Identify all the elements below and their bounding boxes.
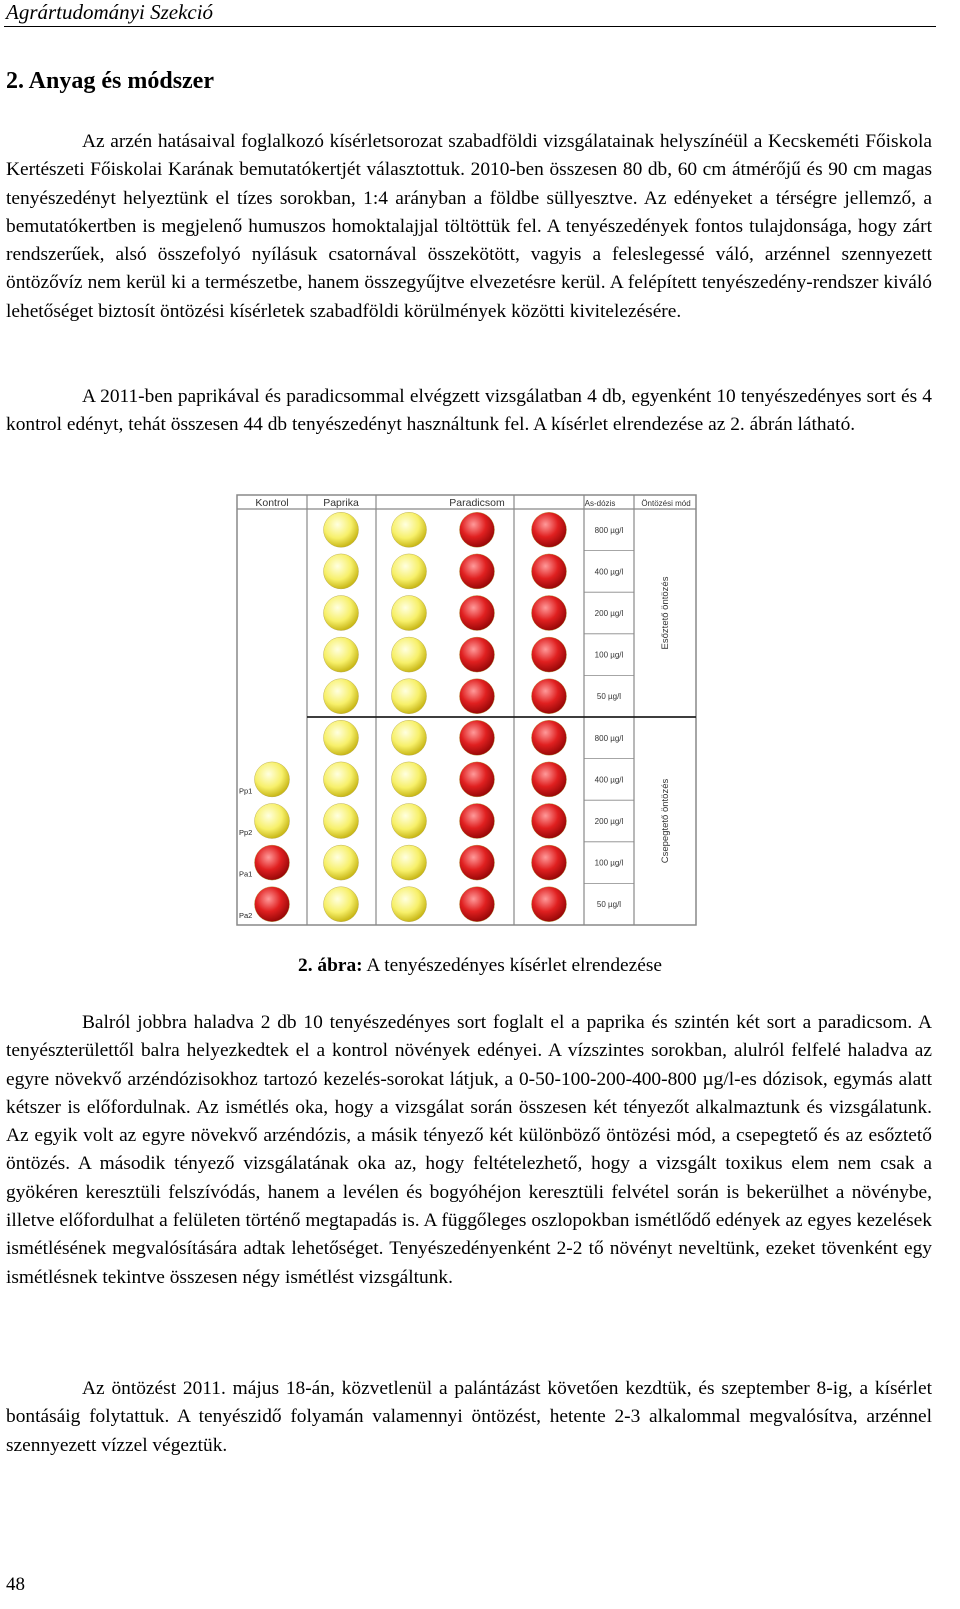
pepper-pot [324, 887, 359, 922]
tomato-pot [532, 512, 567, 547]
paragraph-4: Az öntözést 2011. május 18-án, közvetlenül a palántázást követően kezdtük, és szeptember 8-ig, a kísérlet bontásáig folytattuk. A tenyészidő folyamán valamennyi öntözést, hetente 2-3 alkalommal megvalósítva, arzénnel szennyezett vízzel végeztük. [6, 1378, 932, 1456]
pepper-pot [392, 637, 427, 672]
pepper-pot [324, 637, 359, 672]
tomato-pot [532, 762, 567, 797]
pepper-pot [324, 554, 359, 589]
control-pot [255, 845, 290, 880]
pepper-pot [324, 679, 359, 714]
pepper-pot [324, 512, 359, 547]
dose-label: 400 µg/l [594, 775, 624, 785]
header-irrigation: Öntözési mód [641, 499, 691, 508]
control-label: Pa2 [239, 911, 253, 921]
paragraph-1: Az arzén hatásaival foglalkozó kísérletsorozat szabadföldi vizsgálatainak helyszínéül a Kecskeméti Főiskola Kertészeti Főiskolai Karának bemutatókertjét választottuk. 2010-ben összesen 80 db, 60 cm átmérőjű és 90 cm magas tenyészedényt helyeztünk el tízes sorokban, 1:4 arányban a földbe süllyesztve. Az edényeket a térségre jellemző, a bemutatókertben is megjelenő humuszos homoktalajjal töltöttük fel. A tenyészedények fontos tulajdonsága, hogy zárt rendszerűek, alsó összefolyó nyílásuk csatornával összekötött, vagyis a feleslegessé váló, arzénnel szennyezett öntözővíz nem kerül ki a természetbe, hanem összegyűjtve elvezetésre kerül. A felépített tenyészedény-rendszer kiváló lehetőséget biztosít öntözési kísérletek szabadföldi körülmények közötti kivitelezésére. [6, 131, 932, 322]
tomato-pot [532, 637, 567, 672]
dose-label: 50 µg/l [596, 900, 622, 910]
pepper-pot [392, 679, 427, 714]
experiment-layout-figure [234, 492, 699, 928]
tomato-pot [460, 512, 495, 547]
irrigation-label-upper: Esőztető öntözés [660, 576, 671, 650]
tomato-pot [460, 804, 495, 839]
dose-label: 800 µg/l [594, 733, 624, 743]
pepper-pot [324, 762, 359, 797]
caption-text: A tenyészedényes kísérlet elrendezése [362, 955, 662, 976]
pepper-pot [324, 720, 359, 755]
pepper-pot [392, 762, 427, 797]
tomato-pot [460, 637, 495, 672]
dose-label: 100 µg/l [594, 650, 624, 660]
header-dose: As-dózis [584, 499, 616, 508]
pepper-pot [392, 887, 427, 922]
dose-label: 800 µg/l [594, 525, 624, 535]
pepper-pot [392, 554, 427, 589]
tomato-pot [532, 804, 567, 839]
tomato-pot [460, 596, 495, 631]
dose-label: 100 µg/l [594, 858, 624, 868]
dose-label: 200 µg/l [594, 817, 624, 826]
dose-label: 200 µg/l [594, 609, 624, 618]
pepper-pot [392, 720, 427, 755]
control-label: Pp1 [239, 786, 253, 796]
tomato-pot [460, 762, 495, 797]
pepper-pot [392, 804, 427, 839]
pepper-pot [324, 845, 359, 880]
pepper-pot [324, 804, 359, 839]
tomato-pot [532, 887, 567, 922]
irrigation-label-lower: Csepegtető öntözés [660, 778, 671, 864]
control-label: Pp2 [239, 828, 253, 837]
running-header: Agrártudományi Szekció [6, 0, 214, 24]
pepper-pot [392, 512, 427, 547]
tomato-pot [532, 720, 567, 755]
pepper-pot [392, 596, 427, 631]
figure-caption [0, 955, 960, 977]
control-pot [255, 887, 290, 922]
tomato-pot [460, 887, 495, 922]
pepper-pot [324, 596, 359, 631]
tomato-pot [532, 596, 567, 631]
control-pot [255, 804, 290, 839]
header-tomato: Paradicsom [449, 497, 505, 509]
pepper-pot [392, 845, 427, 880]
header-control: Kontrol [255, 497, 289, 509]
paragraph-3: Balról jobbra haladva 2 db 10 tenyészedényes sort foglalt el a paprika és szintén két sort a paradicsom. A tenyészterülettől balra helyezkedtek el a kontrol növények edényei. A vízszintes sorokban, alulról felfelé haladva az egyre növekvő arzéndózisokhoz tartozó kezelés-sorokat látjuk, a 0-50-100-200-400-800 µg/l-es dózisok, egymás alatt kétszer is előfordulnak. Az ismétlés oka, hogy a vizsgálat során összesen két tényezőt alkalmaztunk és vizsgálatunk. Az egyik volt az egyre növekvő arzéndózis, a másik tényező két különböző öntözési mód, a csepegtető és az esőztető öntözés. A második tényező vizsgálatának oka az, hogy feltételezhető, hogy a vizsgált toxikus elem nem csak a gyökéren keresztüli felszívódás, hanem a levélen és bogyóhéjon keresztüli felvétel során is bekerülhet a növénybe, illetve előfordulhat a felületen történő megtapadás is. A függőleges oszlopokban ismétlődő edények az egyes kezelések ismétlésének megvalósítására adtak lehetőséget. Tenyészedényenként 2-2 tő növényt neveltünk, ezeket tövenként egy ismétlésnek tekintve összesen négy ismétlést vizsgáltunk. [6, 1012, 932, 1288]
control-label: Pa1 [239, 869, 253, 879]
caption-label: 2. ábra: [298, 955, 363, 976]
tomato-pot [460, 845, 495, 880]
page-number: 48 [6, 1574, 25, 1595]
header-pepper: Paprika [323, 497, 359, 509]
tomato-pot [460, 720, 495, 755]
experiment-layout-diagram [234, 492, 699, 928]
dose-label: 400 µg/l [594, 567, 624, 577]
control-pot [255, 762, 290, 797]
tomato-pot [532, 679, 567, 714]
tomato-pot [532, 845, 567, 880]
paragraph-2: A 2011-ben paprikával és paradicsommal elvégzett vizsgálatban 4 db, egyenként 10 tenyészedényes sort és 4 kontrol edényt, tehát összesen 44 db tenyészedényt használtunk fel. A kísérlet elrendezése az 2. ábrán látható. [6, 386, 932, 436]
tomato-pot [460, 679, 495, 714]
tomato-pot [532, 554, 567, 589]
section-title: 2. Anyag és módszer [6, 68, 214, 94]
header-rule [4, 26, 936, 27]
tomato-pot [460, 554, 495, 589]
dose-label: 50 µg/l [596, 692, 622, 702]
